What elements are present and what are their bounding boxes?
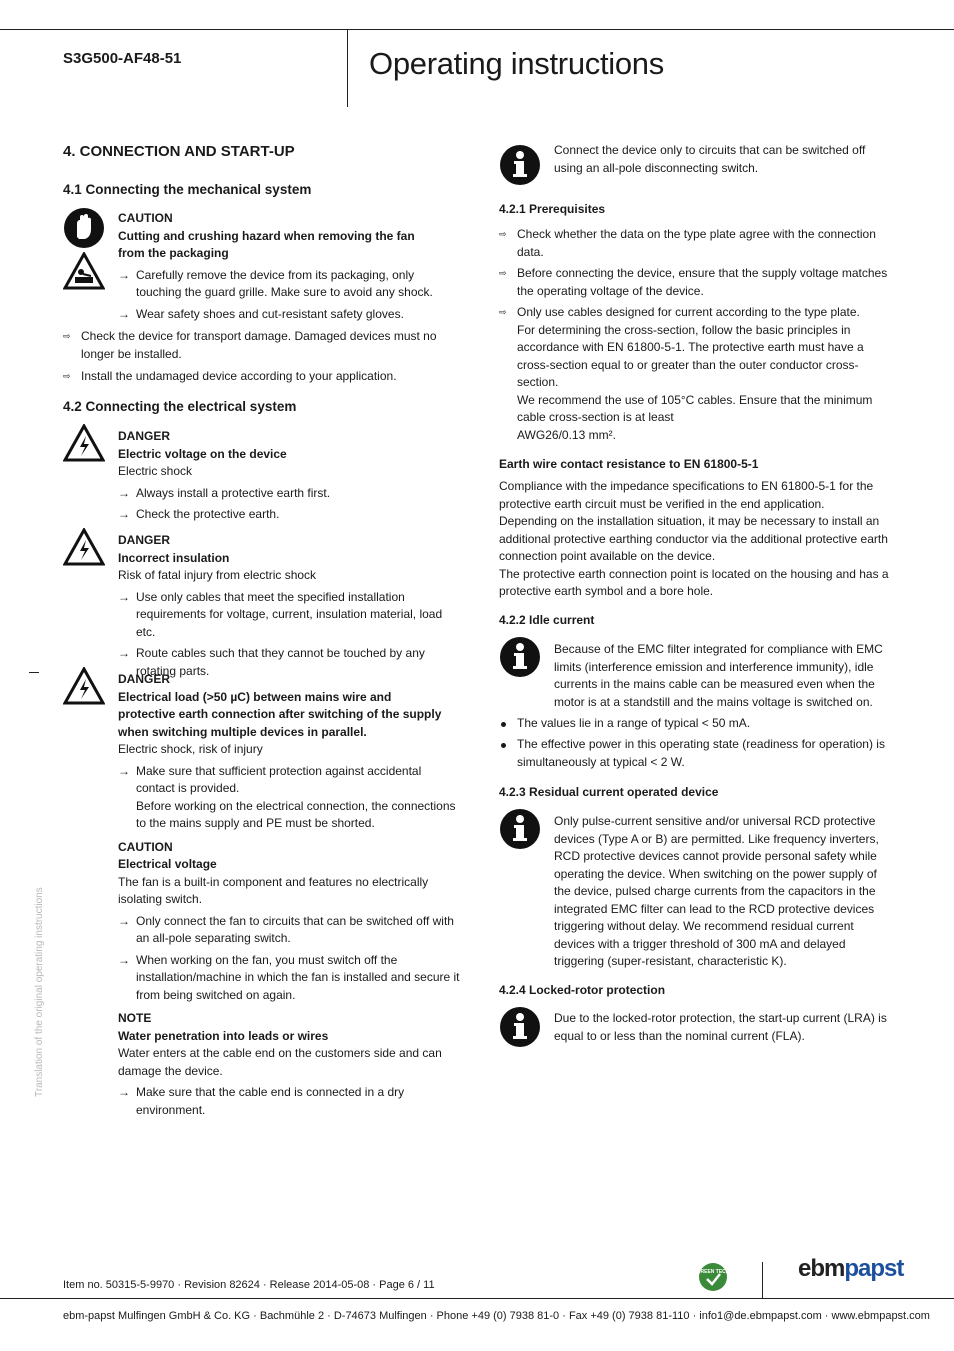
danger-label: DANGER: [118, 429, 171, 443]
heading-4-2-1: 4.2.1 Prerequisites: [499, 202, 606, 216]
list-item: ⇨ Check whether the data on the type plate agree with the connection data.: [499, 227, 876, 259]
danger-title: Electric voltage on the device: [118, 446, 287, 461]
heading-4-2: 4.2 Connecting the electrical system: [63, 399, 297, 414]
danger-block-electrical-load: [118, 671, 463, 1119]
heading-4-2-3: 4.2.3 Residual current operated device: [499, 785, 719, 799]
list-item: The values lie in a range of typical < 50 mA.: [499, 715, 869, 733]
page-title: Operating instructions: [369, 46, 664, 81]
green-tech-badge-icon: [698, 1262, 728, 1298]
danger-label: DANGER: [118, 533, 171, 547]
instruction-step: → When working on the fan, you must switch off the installation/machine in which the fan is installed and secure it from being switched on again.: [118, 952, 460, 1002]
ebmpapst-logo: ebmpapst: [798, 1255, 904, 1282]
danger-text: Risk of fatal injury from electric shock: [118, 568, 317, 582]
caution-label: CAUTION: [118, 839, 173, 854]
instruction-step: → Check the protective earth.: [118, 507, 280, 521]
info-locked-rotor: Due to the locked-rotor protection, the start-up current (LRA) is equal to or less than the nominal current (FLA).: [554, 1011, 887, 1043]
list-item: ⇨ Check the device for transport damage. Damaged devices must no longer be installed.: [63, 329, 437, 361]
heading-4-1: 4.1 Connecting the mechanical system: [63, 182, 312, 197]
high-voltage-icon: [63, 667, 105, 711]
danger-block-insulation: [118, 532, 463, 680]
svg-text:GREEN TECH: GREEN TECH: [698, 1269, 728, 1275]
info-icon: [499, 808, 541, 856]
instruction-step: → Always install a protective earth first.: [118, 485, 331, 500]
instruction-step: → Carefully remove the device from its packaging, only touching the guard grille. Make sure to avoid any shock.: [118, 267, 433, 299]
instruction-step: → Only connect the fan to circuits that can be switched off with an all-pole separating switch.: [118, 913, 454, 945]
list-item: The effective power in this operating state (readiness for operation) is simultaneously at typical < 2 W.: [499, 736, 891, 771]
instruction-step: → Use only cables that meet the specified installation requirements for voltage, current, insulation material, load etc.: [118, 589, 443, 639]
list-item: ⇨ Only use cables designed for current according to the type plate. For determining the cross-section, follow the basic principles in accordance with EN 61800-5-1. The protective earth must have a cross-section equal to or greater than the outer conductor cross-section. We recommend the use of 105°C cables. Ensure that the minimum cable cross-section is at least AWG26/0.13 mm².: [499, 305, 873, 442]
caution-title: Cutting and crushing hazard when removing the fan from the packaging: [118, 228, 415, 260]
danger-label: DANGER: [118, 672, 171, 686]
instruction-step: → Make sure that the cable end is connected in a dry environment.: [118, 1085, 405, 1117]
crushing-hazard-icon: [63, 252, 105, 296]
list-item: ⇨ Install the undamaged device according to your application.: [63, 369, 397, 383]
caution-text: The fan is a built-in component and features no electrically isolating switch.: [118, 874, 429, 906]
section-title: 4. CONNECTION AND START-UP: [63, 143, 295, 160]
danger-title: Electrical load (>50 µC) between mains wire and protective earth connection after switching of the supply when switching multiple devices in parallel.: [118, 689, 442, 739]
company-address: ebm-papst Mulfingen GmbH & Co. KG · Bachmühle 2 · D-74673 Mulfingen · Phone +49 (0) 7938 81-0 · Fax +49 (0) 7938 81-110 · info1@de.ebmpapst.com · www.ebmpapst.com: [63, 1310, 930, 1322]
heading-earth-wire: Earth wire contact resistance to EN 61800-5-1: [499, 457, 759, 471]
caution-title: Electrical voltage: [118, 857, 217, 871]
info-disconnect: Connect the device only to circuits that can be switched off using an all-pole disconnecting switch.: [554, 143, 866, 175]
instruction-step: → Route cables such that they cannot be touched by any rotating parts.: [118, 646, 425, 678]
instruction-step: → Wear safety shoes and cut-resistant safety gloves.: [118, 306, 404, 321]
note-label: NOTE: [118, 1011, 152, 1025]
item-number: Item no. 50315-5-9970 · Revision 82624 · Release 2014-05-08 · Page 6 / 11: [63, 1279, 435, 1291]
translation-note: Translation of the original operating instructions: [34, 887, 45, 1097]
danger-title: Incorrect insulation: [118, 550, 230, 565]
info-icon: [499, 1006, 541, 1054]
high-voltage-icon: [63, 528, 105, 572]
danger-text: Electric shock, risk of injury: [118, 742, 263, 756]
model-number: S3G500-AF48-51: [63, 50, 182, 67]
earth-wire-text: Compliance with the impedance specifications to EN 61800-5-1 for the protective earth circuit must be verified in the end application. Depending on the installation situation, it may be necessary to install an additional protective earthing conductor via the additional protective earth connection point available on the device. The protective earth connection point is located on the housing and has a protective earth symbol and a bore hole.: [499, 479, 889, 598]
info-idle-current: Because of the EMC filter integrated for compliance with EMC limits (interference emission and interference immunity), idle currents in the mains cable can be measured even when the motor is at a standstill and the mains voltage is switched on.: [554, 642, 883, 709]
caution-block-mechanical: [118, 210, 463, 323]
heading-4-2-2: 4.2.2 Idle current: [499, 613, 595, 627]
info-rcd: Only pulse-current sensitive and/or universal RCD protective devices (Type A or B) are permitted. Like frequency inverters, RCD protective devices cannot provide personal safety while operating the device. When switching on the power supply of the device, pulsed charge currents from the capacitors in the integrated EMC filter can lead to the RCD protective devices triggering without delay. We recommend residual current devices with a trigger threshold of 300 mA and delayed triggering (super-resistant, characteristic K).: [554, 814, 879, 968]
gloves-icon: [63, 207, 105, 255]
instruction-step: → Make sure that sufficient protection against accidental contact is provided. Before working on the electrical connection, the connections to the mains supply and PE must be shorted.: [118, 763, 456, 830]
caution-label: CAUTION: [118, 211, 173, 225]
list-item: ⇨ Before connecting the device, ensure that the supply voltage matches the operating voltage of the device.: [499, 266, 888, 298]
heading-4-2-4: 4.2.4 Locked-rotor protection: [499, 983, 666, 997]
danger-text: Electric shock: [118, 464, 193, 478]
note-text: Water enters at the cable end on the customers side and can damage the device.: [118, 1046, 442, 1078]
danger-block-voltage: [118, 428, 463, 524]
info-icon: [499, 144, 541, 192]
high-voltage-icon: [63, 424, 105, 468]
note-title: Water penetration into leads or wires: [118, 1028, 329, 1043]
info-icon: [499, 636, 541, 684]
